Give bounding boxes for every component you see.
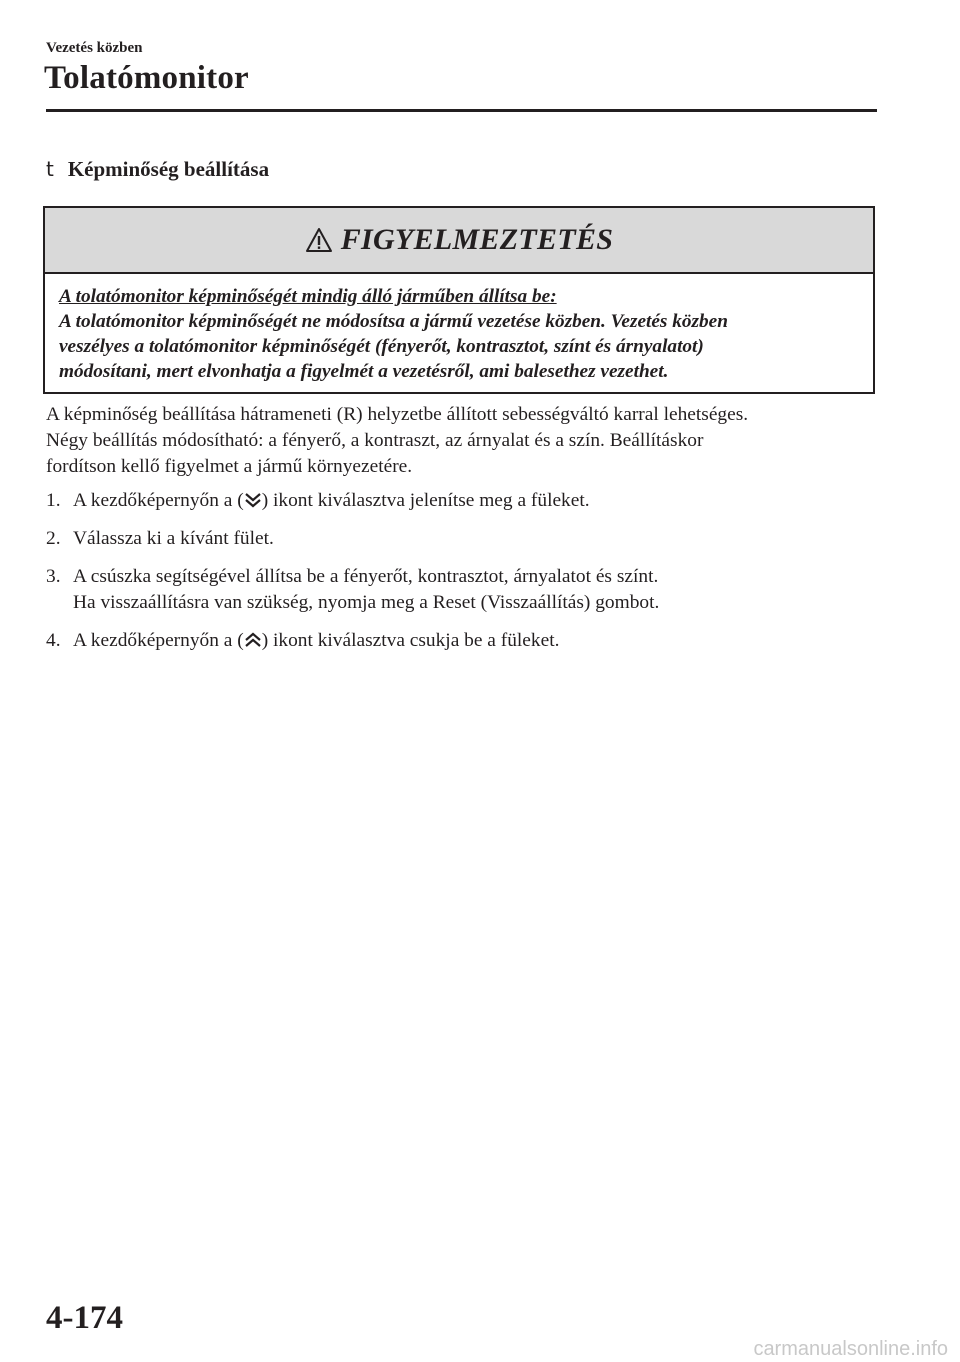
step-number: 3. xyxy=(46,566,61,587)
step-text: A csúszka segítségével állítsa be a fényerőt, kontrasztot, árnyalatot és színt. xyxy=(73,566,659,587)
step-text: Válassza ki a kívánt fület. xyxy=(73,528,274,549)
title-rule xyxy=(46,109,877,112)
step-text: Ha visszaállításra van szükség, nyomja meg a Reset (Visszaállítás) gombot. xyxy=(73,592,660,613)
double-chevron-up-icon xyxy=(244,631,262,649)
step-number: 4. xyxy=(46,630,61,651)
warning-title: FIGYELMEZTETÉS xyxy=(340,223,614,256)
step-number: 2. xyxy=(46,528,61,549)
step-item xyxy=(46,488,896,514)
page-number: 4-174 xyxy=(46,1300,123,1336)
warning-line: veszélyes a tolatómonitor képminőségét (fényerőt, kontrasztot, színt és árnyalatot) xyxy=(59,336,704,357)
warning-line: A tolatómonitor képminőségét ne módosítsa a jármű vezetése közben. Vezetés közben xyxy=(59,311,728,332)
intro-line: Négy beállítás módosítható: a fényerő, a kontraszt, az árnyalat és a szín. Beállításkor xyxy=(46,430,704,451)
steps-list xyxy=(46,488,896,654)
double-chevron-down-icon xyxy=(244,491,262,509)
step-item xyxy=(46,564,896,616)
subsection-marker: t xyxy=(46,157,54,181)
warning-header xyxy=(45,208,873,274)
warning-box xyxy=(43,206,875,394)
step-text: ) ikont kiválasztva jelenítse meg a füleket. xyxy=(261,490,590,511)
warning-lead: A tolatómonitor képminőségét mindig álló járműben állítsa be: xyxy=(59,286,557,307)
page-title: Tolatómonitor xyxy=(44,60,249,96)
step-text: A kezdőképernyőn a ( xyxy=(73,490,244,511)
subsection-title: Képminőség beállítása xyxy=(67,157,270,181)
watermark-link[interactable]: carmanualsonline.info xyxy=(753,1338,948,1360)
section-label: Vezetés közben xyxy=(46,40,143,56)
step-number: 1. xyxy=(46,490,61,511)
warning-triangle-icon xyxy=(305,227,333,253)
step-item xyxy=(46,628,896,654)
intro-line: A képminőség beállítása hátrameneti (R) helyzetbe állított sebességváltó karral lehetséges. xyxy=(46,404,749,425)
subsection-heading xyxy=(46,157,269,182)
step-text: A kezdőképernyőn a ( xyxy=(73,630,244,651)
step-text: ) ikont kiválasztva csukja be a füleket. xyxy=(261,630,560,651)
warning-line: módosítani, mert elvonhatja a figyelmét a vezetésről, ami balesethez vezethet. xyxy=(59,361,669,382)
intro-paragraph xyxy=(46,402,896,480)
warning-body xyxy=(45,274,873,384)
step-item xyxy=(46,526,896,552)
intro-line: fordítson kellő figyelmet a jármű környezetére. xyxy=(46,456,413,477)
